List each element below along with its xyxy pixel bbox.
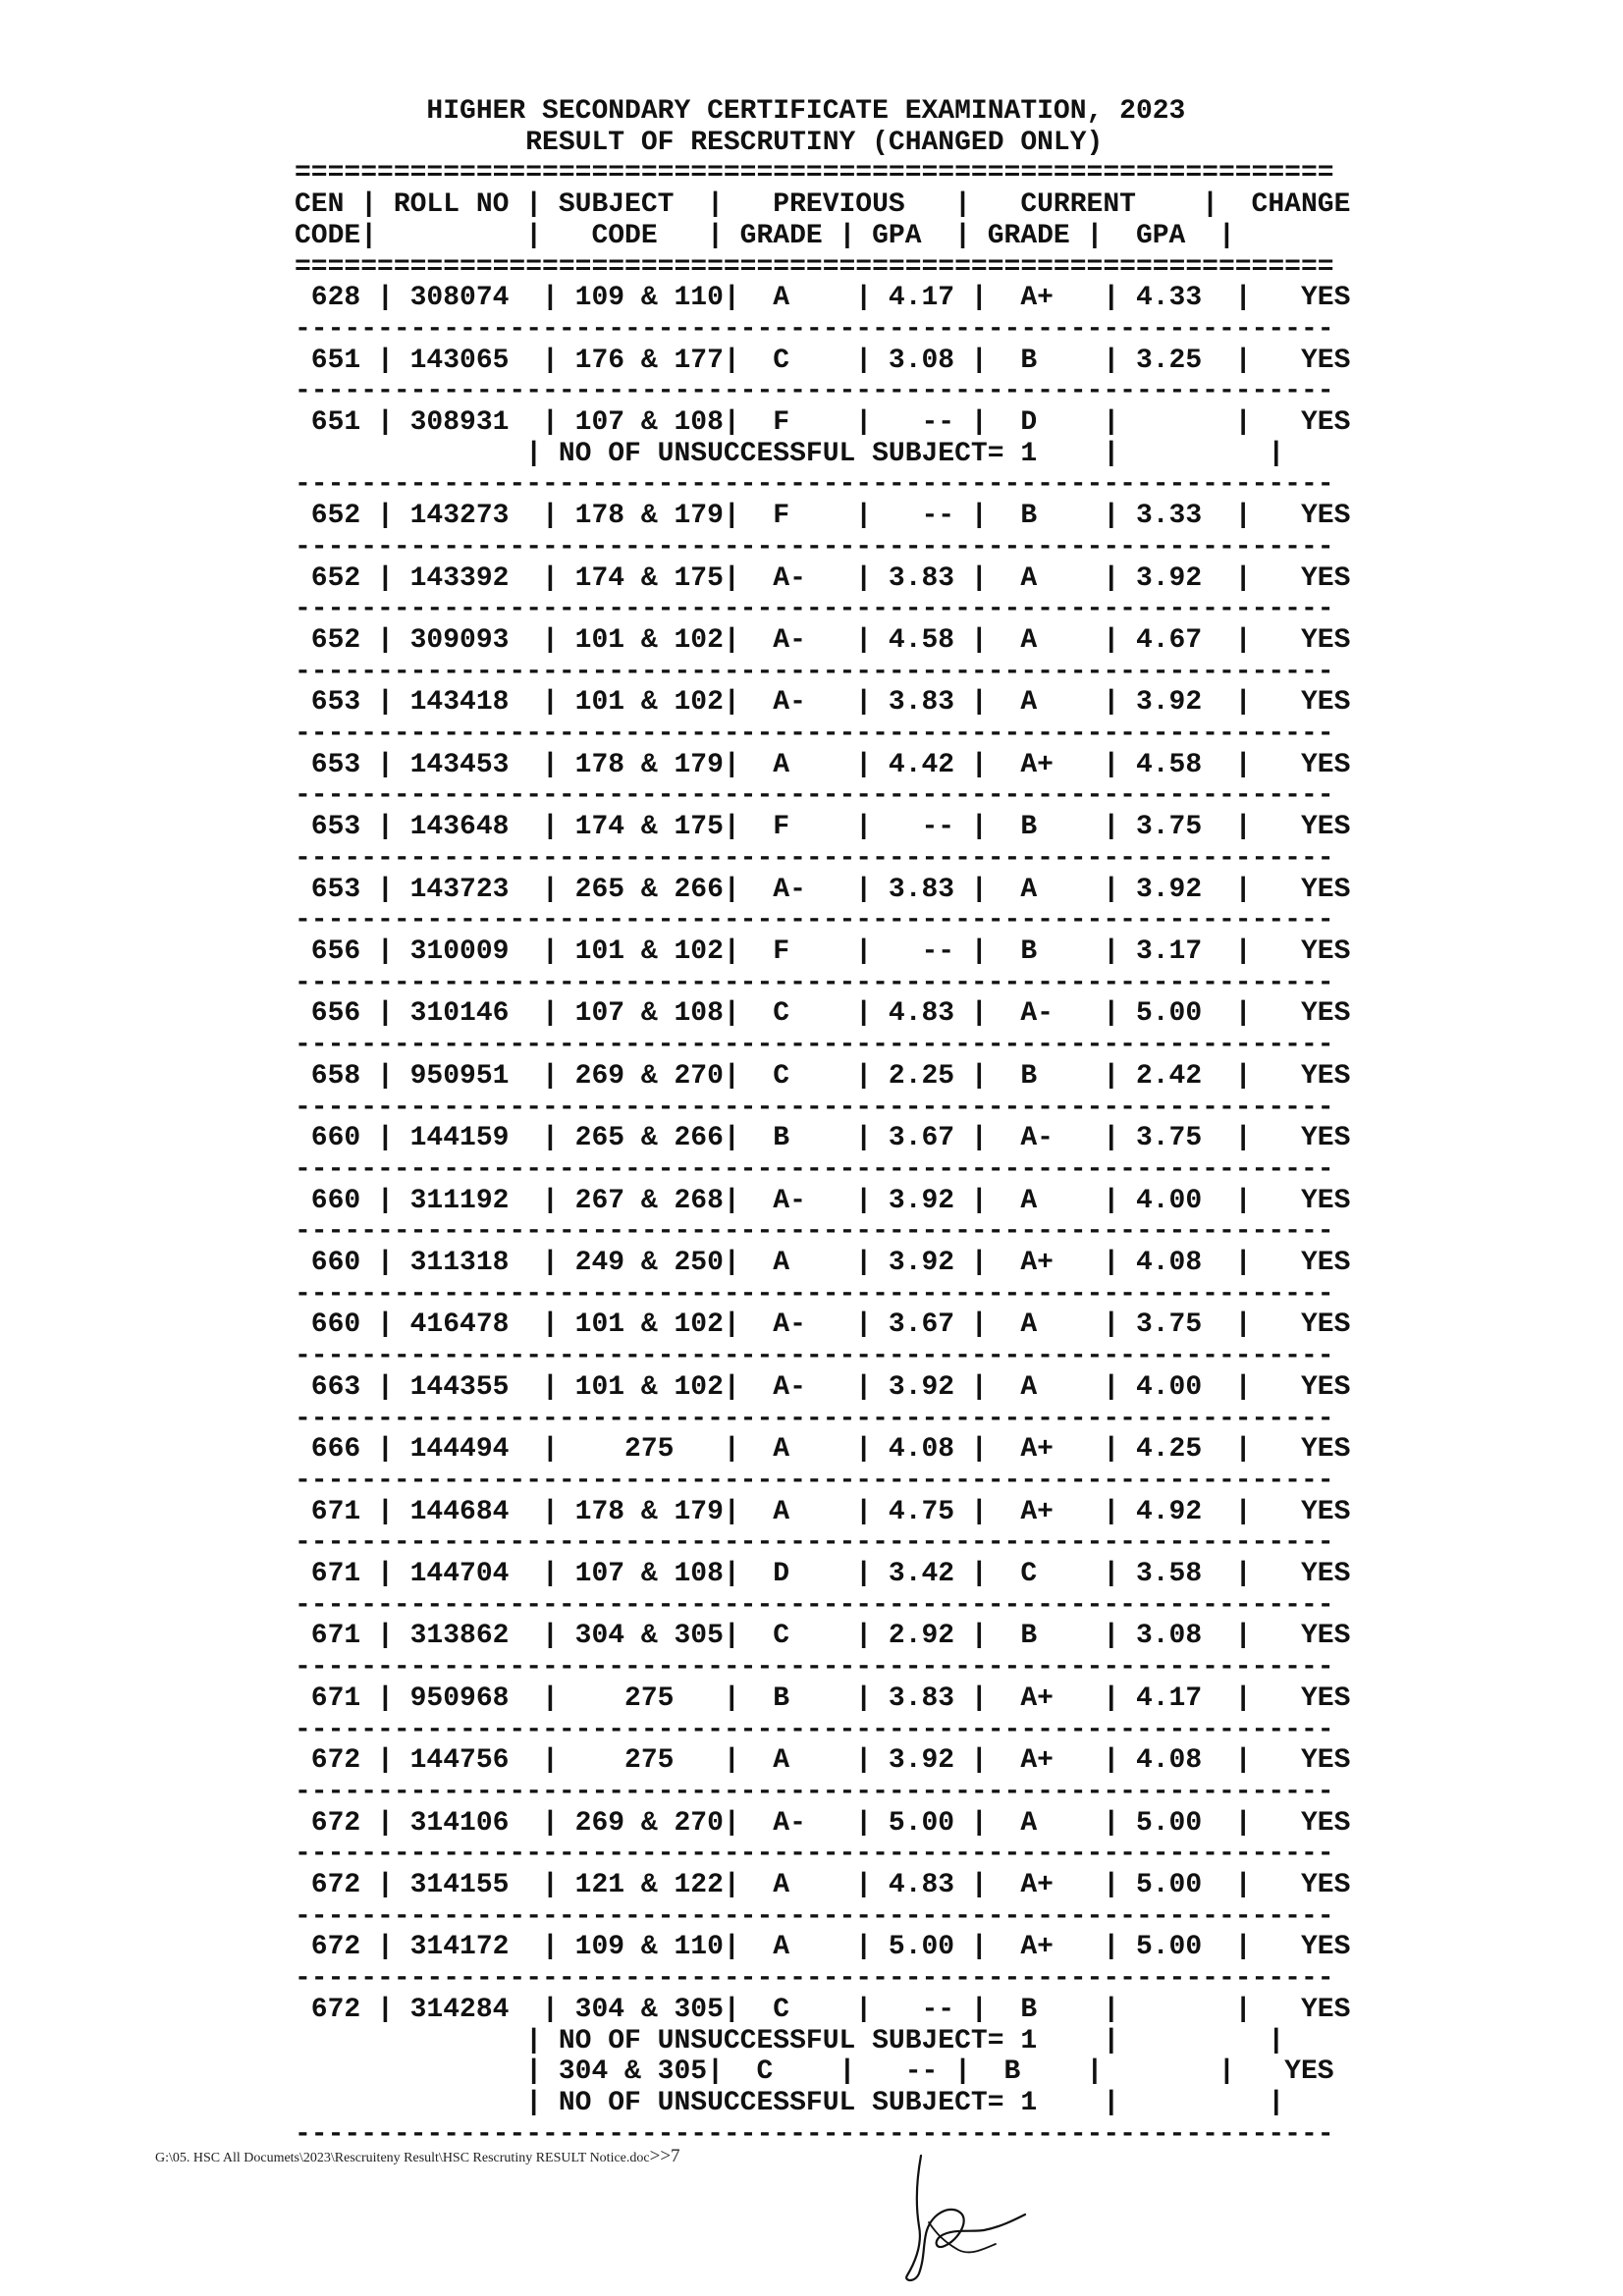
row-separator: --------------------------------------------------------------- <box>295 531 1334 562</box>
row-separator: --------------------------------------------------------------- <box>295 376 1334 407</box>
header-rule-bottom: =============================================================== <box>295 251 1334 283</box>
table-row: 671 | 950968 | 275 | B | 3.83 | A+ | 4.17 | YES <box>295 1682 1351 1714</box>
row-separator: --------------------------------------------------------------- <box>295 780 1334 812</box>
row-separator: --------------------------------------------------------------- <box>295 1030 1334 1061</box>
row-separator: --------------------------------------------------------------- <box>295 1092 1334 1123</box>
table-row: 666 | 144494 | 275 | A | 4.08 | A+ | 4.25 | YES <box>295 1434 1351 1466</box>
table-row: 671 | 313862 | 304 & 305| C | 2.92 | B | 3.08 | YES <box>295 1621 1351 1652</box>
row-separator: --------------------------------------------------------------- <box>295 905 1334 936</box>
row-separator: --------------------------------------------------------------- <box>295 1341 1334 1372</box>
table-row: 672 | 144756 | 275 | A | 3.92 | A+ | 4.08 | YES <box>295 1745 1351 1777</box>
row-separator: --------------------------------------------------------------- <box>295 1278 1334 1309</box>
row-separator: --------------------------------------------------------------- <box>295 656 1334 687</box>
row-separator: --------------------------------------------------------------- <box>295 719 1334 750</box>
row-separator: --------------------------------------------------------------- <box>295 1403 1334 1434</box>
table-row: 660 | 144159 | 265 & 266| B | 3.67 | A- | 3.75 | YES <box>295 1123 1351 1154</box>
table-header-row-1: CEN | ROLL NO | SUBJECT | PREVIOUS | CURRENT | CHANGE <box>295 189 1351 221</box>
header-rule-top: =============================================================== <box>295 158 1334 189</box>
table-row: 671 | 144684 | 178 & 179| A | 4.75 | A+ | 4.92 | YES <box>295 1496 1351 1527</box>
footer-file-path <box>155 2146 680 2167</box>
table-row: 652 | 143273 | 178 & 179| F | -- | B | 3.33 | YES <box>295 501 1351 532</box>
row-separator: --------------------------------------------------------------- <box>295 469 1334 501</box>
table-row: 653 | 143648 | 174 & 175| F | -- | B | 3.75 | YES <box>295 812 1351 843</box>
row-separator: --------------------------------------------------------------- <box>295 1589 1334 1621</box>
row-separator: --------------------------------------------------------------- <box>295 1839 1334 1870</box>
table-row: 628 | 308074 | 109 & 110| A | 4.17 | A+ | 4.33 | YES <box>295 283 1351 314</box>
table-row: 658 | 950951 | 269 & 270| C | 2.25 | B | 2.42 | YES <box>295 1060 1351 1092</box>
row-separator: --------------------------------------------------------------- <box>295 967 1334 998</box>
signature-icon <box>893 2148 1041 2285</box>
table-row: 653 | 143453 | 178 & 179| A | 4.42 | A+ | 4.58 | YES <box>295 749 1351 780</box>
table-row: 653 | 143418 | 101 & 102| A- | 3.83 | A | 3.92 | YES <box>295 687 1351 719</box>
table-row: 651 | 308931 | 107 & 108| F | -- | D | | YES <box>295 407 1351 439</box>
row-separator: --------------------------------------------------------------- <box>295 1153 1334 1185</box>
table-row: 656 | 310009 | 101 & 102| F | -- | B | 3.17 | YES <box>295 935 1351 967</box>
result-table <box>295 96 1350 2150</box>
row-separator: --------------------------------------------------------------- <box>295 842 1334 874</box>
row-separator: --------------------------------------------------------------- <box>295 1216 1334 1248</box>
row-separator: --------------------------------------------------------------- <box>295 594 1334 625</box>
table-row: 652 | 309093 | 101 & 102| A- | 4.58 | A | 4.67 | YES <box>295 624 1351 656</box>
table-row-note: | NO OF UNSUCCESSFUL SUBJECT= 1 | | <box>295 2088 1285 2118</box>
table-row-note: | NO OF UNSUCCESSFUL SUBJECT= 1 | | <box>295 2025 1285 2056</box>
table-row: 672 | 314155 | 121 & 122| A | 4.83 | A+ | 5.00 | YES <box>295 1870 1351 1901</box>
table-row: 672 | 314106 | 269 & 270| A- | 5.00 | A | 5.00 | YES <box>295 1807 1351 1839</box>
row-separator: --------------------------------------------------------------- <box>295 1652 1334 1683</box>
table-header-row-2: CODE| | CODE | GRADE | GPA | GRADE | GPA | <box>295 220 1235 251</box>
table-row-note: | NO OF UNSUCCESSFUL SUBJECT= 1 | | <box>295 438 1285 469</box>
table-row: 663 | 144355 | 101 & 102| A- | 3.92 | A | 4.00 | YES <box>295 1371 1351 1403</box>
page-subtitle: RESULT OF RESCRUTINY (CHANGED ONLY) <box>295 127 1104 158</box>
footer-page-ref: >>7 <box>649 2146 680 2166</box>
table-row: 652 | 143392 | 174 & 175| A- | 3.83 | A | 3.92 | YES <box>295 562 1351 594</box>
row-separator: --------------------------------------------------------------- <box>295 1963 1334 1995</box>
row-separator: --------------------------------------------------------------- <box>295 1527 1334 1559</box>
footer-path-text: G:\05. HSC All Documets\2023\Rescruiteny Result\HSC Rescrutiny RESULT Notice.doc <box>155 2151 650 2165</box>
table-row: 660 | 311318 | 249 & 250| A | 3.92 | A+ | 4.08 | YES <box>295 1248 1351 1279</box>
row-separator: --------------------------------------------------------------- <box>295 1900 1334 1932</box>
row-separator: --------------------------------------------------------------- <box>295 2118 1334 2150</box>
row-separator: --------------------------------------------------------------- <box>295 1714 1334 1745</box>
table-row: 656 | 310146 | 107 & 108| C | 4.83 | A- | 5.00 | YES <box>295 998 1351 1030</box>
table-row: 672 | 314172 | 109 & 110| A | 5.00 | A+ | 5.00 | YES <box>295 1932 1351 1963</box>
table-row: 660 | 416478 | 101 & 102| A- | 3.67 | A | 3.75 | YES <box>295 1309 1351 1341</box>
table-row-continuation: | 304 & 305| C | -- | B | | YES <box>295 2056 1334 2088</box>
row-separator: --------------------------------------------------------------- <box>295 1465 1334 1496</box>
table-row: 660 | 311192 | 267 & 268| A- | 3.92 | A | 4.00 | YES <box>295 1185 1351 1216</box>
table-row: 651 | 143065 | 176 & 177| C | 3.08 | B | 3.25 | YES <box>295 345 1351 376</box>
page-title: HIGHER SECONDARY CERTIFICATE EXAMINATION, 2023 <box>295 96 1186 127</box>
table-row: 672 | 314284 | 304 & 305| C | -- | B | | YES <box>295 1994 1351 2025</box>
row-separator: --------------------------------------------------------------- <box>295 1776 1334 1807</box>
table-body <box>295 283 1350 2149</box>
row-separator: --------------------------------------------------------------- <box>295 313 1334 345</box>
table-row: 653 | 143723 | 265 & 266| A- | 3.83 | A | 3.92 | YES <box>295 874 1351 905</box>
table-row: 671 | 144704 | 107 & 108| D | 3.42 | C | 3.58 | YES <box>295 1559 1351 1590</box>
